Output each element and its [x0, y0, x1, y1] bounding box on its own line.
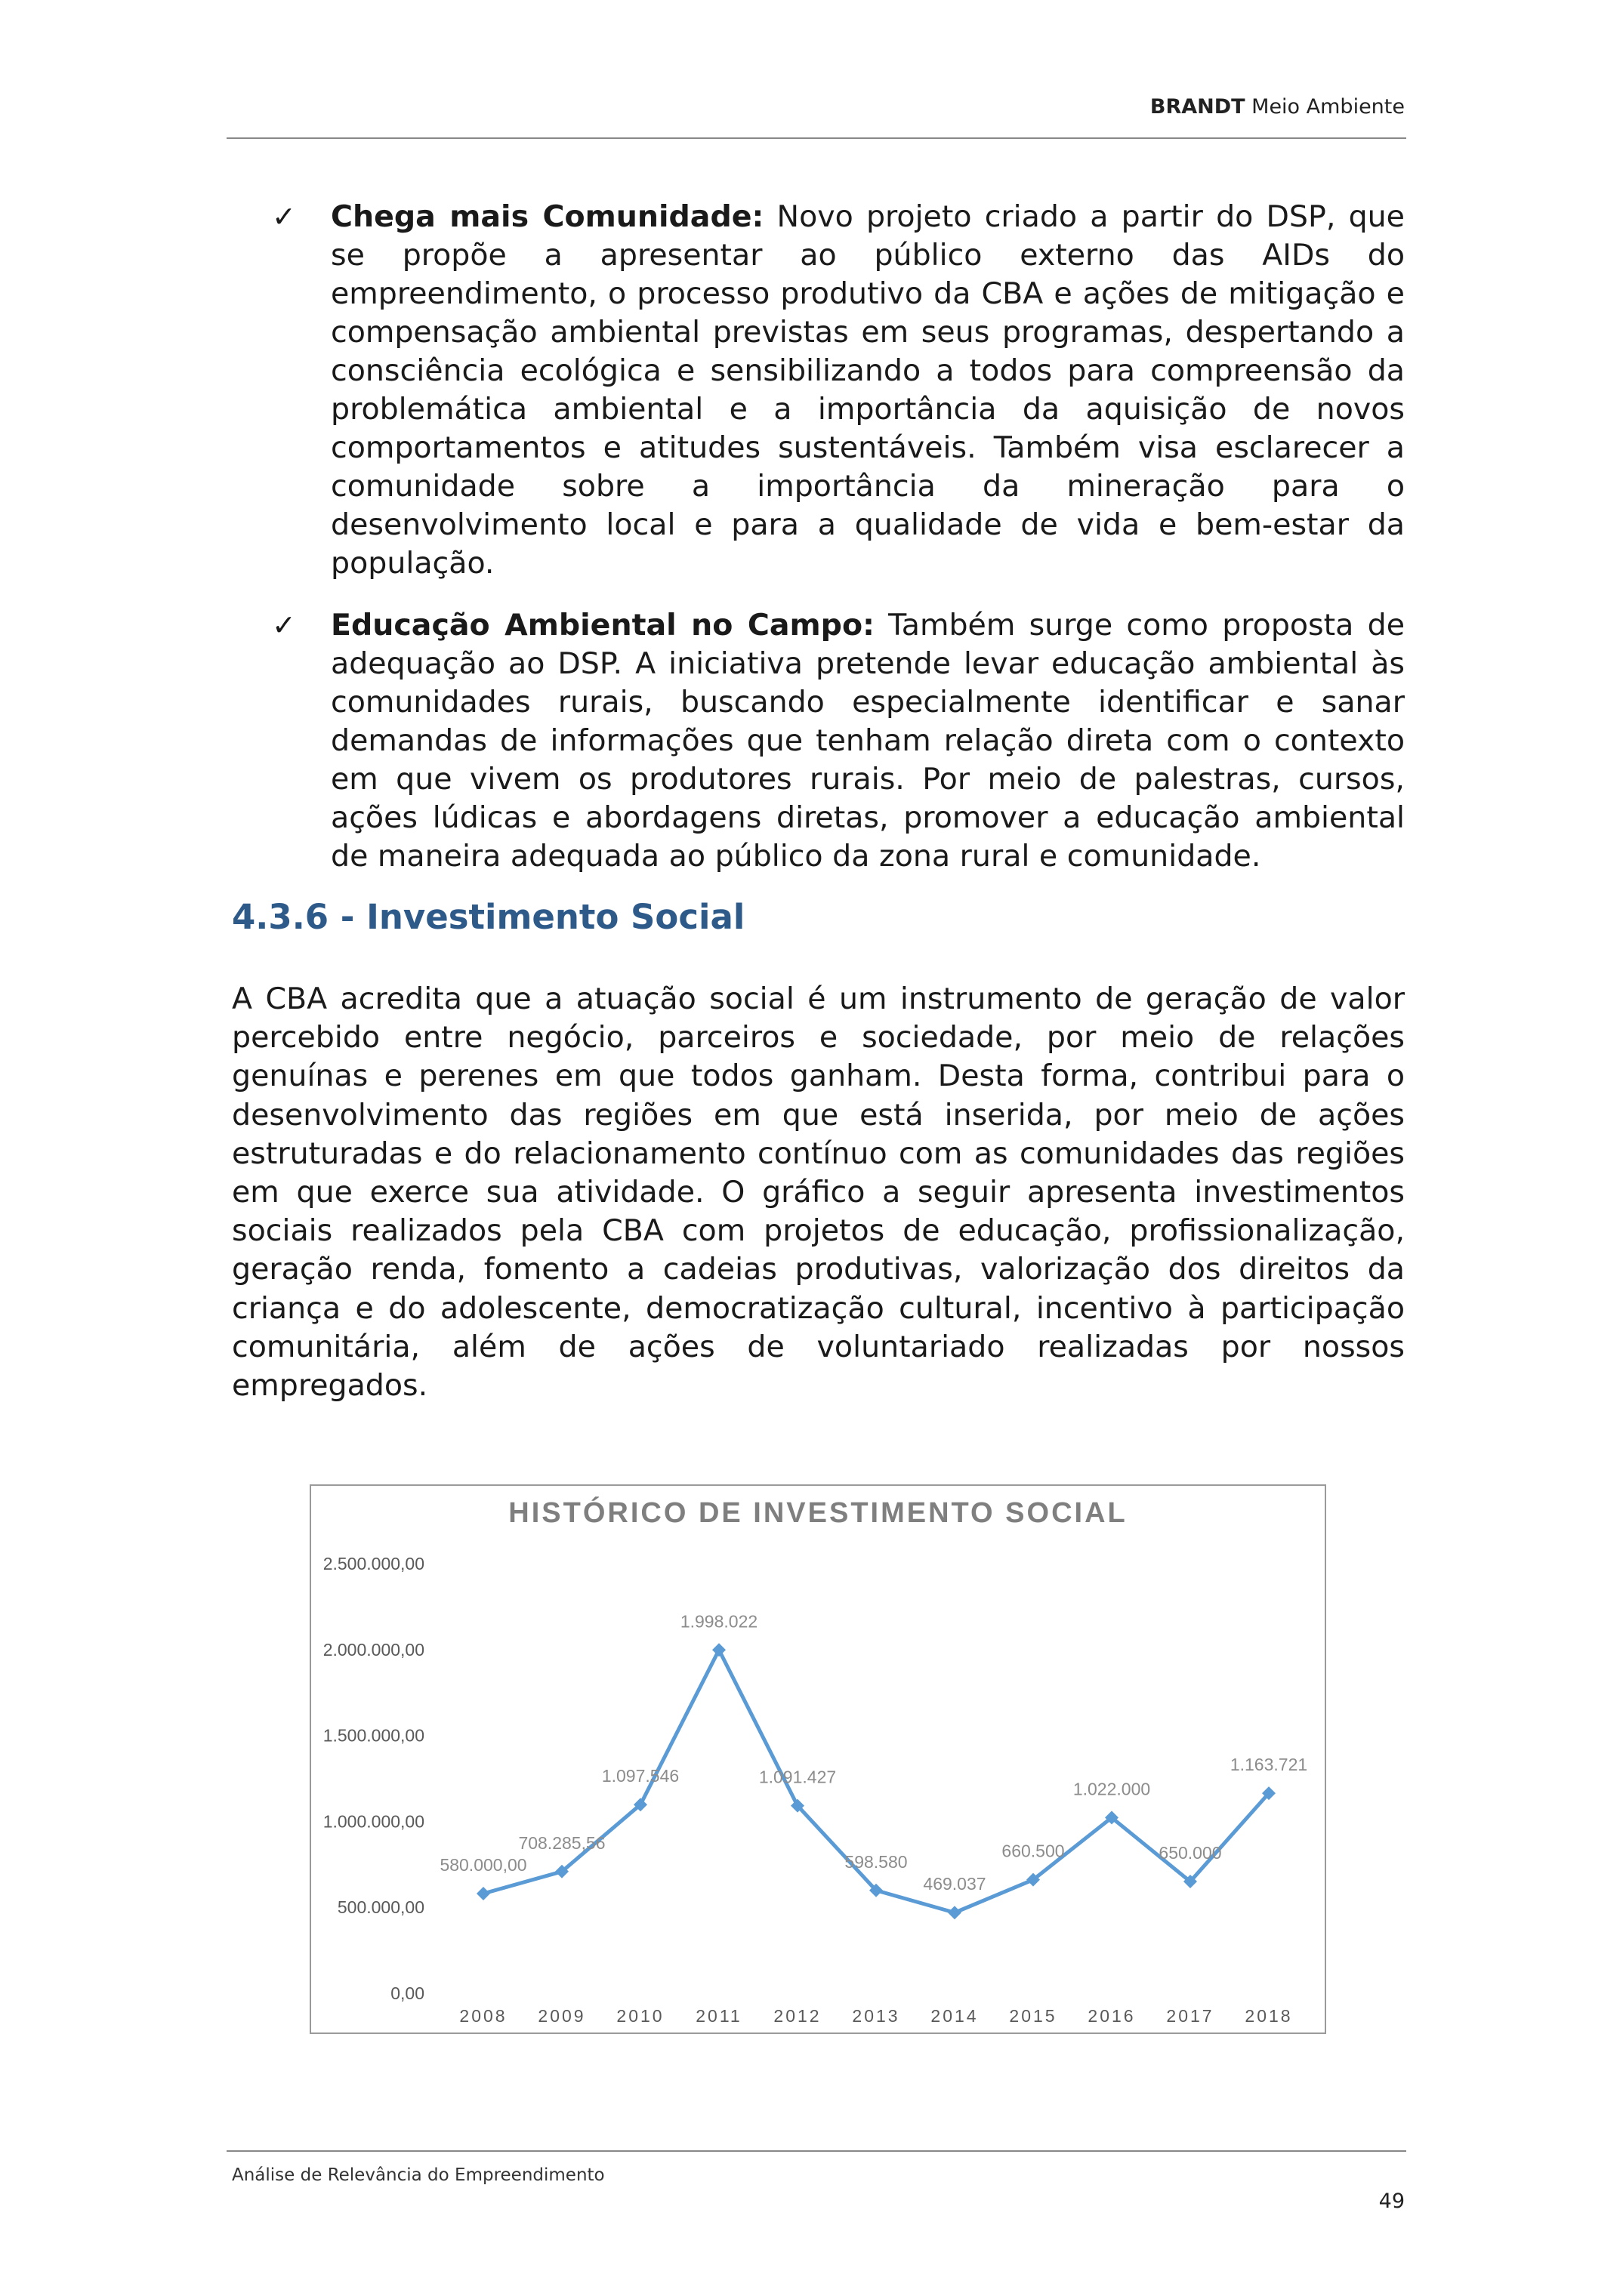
- page-number: 49: [1378, 2190, 1405, 2213]
- bullet-text: Também surge como proposta de adequação ao DSP. A iniciativa pretende levar educação ambiental às comunidades rurais, buscando especialmente identificar e sanar demandas de informações que tenham relação direta com o contexto em que vivem os produtores rurais. Por meio de palestras, cursos, ações lúdicas e abordagens diretas, promover a educação ambiental de maneira adequada ao público da zona rural e comunidade.: [331, 608, 1405, 874]
- x-tick-label: 2010: [616, 2006, 665, 2026]
- x-tick-label: 2018: [1245, 2006, 1293, 2026]
- footer-text: Análise de Relevância do Empreendimento: [232, 2165, 605, 2185]
- data-label: 1.998.022: [680, 1611, 758, 1632]
- data-label: 1.022.000: [1072, 1779, 1151, 1799]
- bullet-title: Chega mais Comunidade:: [331, 199, 764, 234]
- header-subtitle: Meio Ambiente: [1245, 95, 1405, 119]
- data-label: 1.091.427: [758, 1767, 837, 1787]
- bullet-item-educacao-ambiental: [272, 606, 1405, 876]
- investment-chart: [310, 1484, 1326, 2034]
- data-label: 469.037: [923, 1874, 986, 1894]
- chart-title: HISTÓRICO DE INVESTIMENTO SOCIAL: [508, 1497, 1128, 1529]
- x-tick-label: 2013: [852, 2006, 900, 2026]
- data-point: [712, 1643, 726, 1657]
- x-tick-label: 2017: [1166, 2006, 1214, 2026]
- chart-svg: [311, 1486, 1325, 2032]
- data-label: 650.000: [1159, 1843, 1222, 1863]
- data-label: 598.580: [844, 1851, 908, 1872]
- y-tick-label: 500.000,00: [337, 1897, 424, 1918]
- bullet-list: [272, 198, 1405, 899]
- header-brand: BRANDT: [1149, 95, 1245, 119]
- y-tick-label: 2.000.000,00: [322, 1639, 424, 1660]
- x-tick-label: 2008: [459, 2006, 508, 2026]
- x-tick-label: 2009: [538, 2006, 586, 2026]
- data-label: 1.163.721: [1230, 1755, 1308, 1775]
- y-tick-label: 0,00: [390, 1983, 424, 2003]
- data-point: [948, 1906, 961, 1919]
- bullet-item-chega-mais-comunidade: [272, 198, 1405, 583]
- bullet-text: Novo projeto criado a partir do DSP, que se propõe a apresentar ao público externo das AIDs do empreendimento, o processo produtivo da CBA e ações de mitigação e compensação ambiental previstas em seus programas, despertando a consciência ecológica e sensibilizando a todos para compreensão da problemática ambiental e a importância da aquisição de novos comportamentos e atitudes sustentáveis. Também visa esclarecer a comunidade sobre a importância da mineração para o desenvolvimento local e para a qualidade de vida e bem-estar da população.: [331, 199, 1405, 581]
- data-label: 660.500: [1001, 1841, 1065, 1861]
- data-label: 580.000,00: [440, 1854, 527, 1875]
- x-tick-label: 2011: [696, 2006, 742, 2026]
- page-header: [227, 95, 1405, 119]
- footer-divider: [227, 2150, 1406, 2152]
- checkmark-icon: ✓: [272, 200, 296, 233]
- section-heading: 4.3.6 - Investimento Social: [232, 897, 745, 937]
- data-label: 1.097.546: [601, 1766, 680, 1786]
- data-label: 708.285,56: [518, 1832, 606, 1853]
- body-paragraph: A CBA acredita que a atuação social é um instrumento de geração de valor percebido entre negócio, parceiros e sociedade, por meio de relações genuínas e perenes em que todos ganham. Desta forma, contribui para o desenvolvimento das regiões em que está inserida, por meio de ações estruturadas e do relacionamento contínuo com as comunidades das regiões em que exerce sua atividade. O gráfico a seguir apresenta investimentos sociais realizados pela CBA com projetos de educação, profissionalização, geração renda, fomento a cadeias produtivas, valorização dos direitos da criança e do adolescente, democratização cultural, incentivo à participação comunitária, além de ações de voluntariado realizadas por nossos empregados.: [232, 982, 1405, 1404]
- checkmark-icon: ✓: [272, 609, 296, 642]
- y-tick-label: 1.500.000,00: [322, 1725, 424, 1746]
- bullet-title: Educação Ambiental no Campo:: [331, 608, 875, 643]
- x-tick-label: 2015: [1009, 2006, 1057, 2026]
- x-tick-label: 2012: [773, 2006, 822, 2026]
- y-tick-label: 1.000.000,00: [322, 1811, 424, 1832]
- data-point: [477, 1887, 490, 1900]
- x-tick-label: 2016: [1088, 2006, 1136, 2026]
- x-tick-label: 2014: [930, 2006, 979, 2026]
- header-divider: [227, 137, 1406, 139]
- y-tick-label: 2.500.000,00: [322, 1554, 424, 1573]
